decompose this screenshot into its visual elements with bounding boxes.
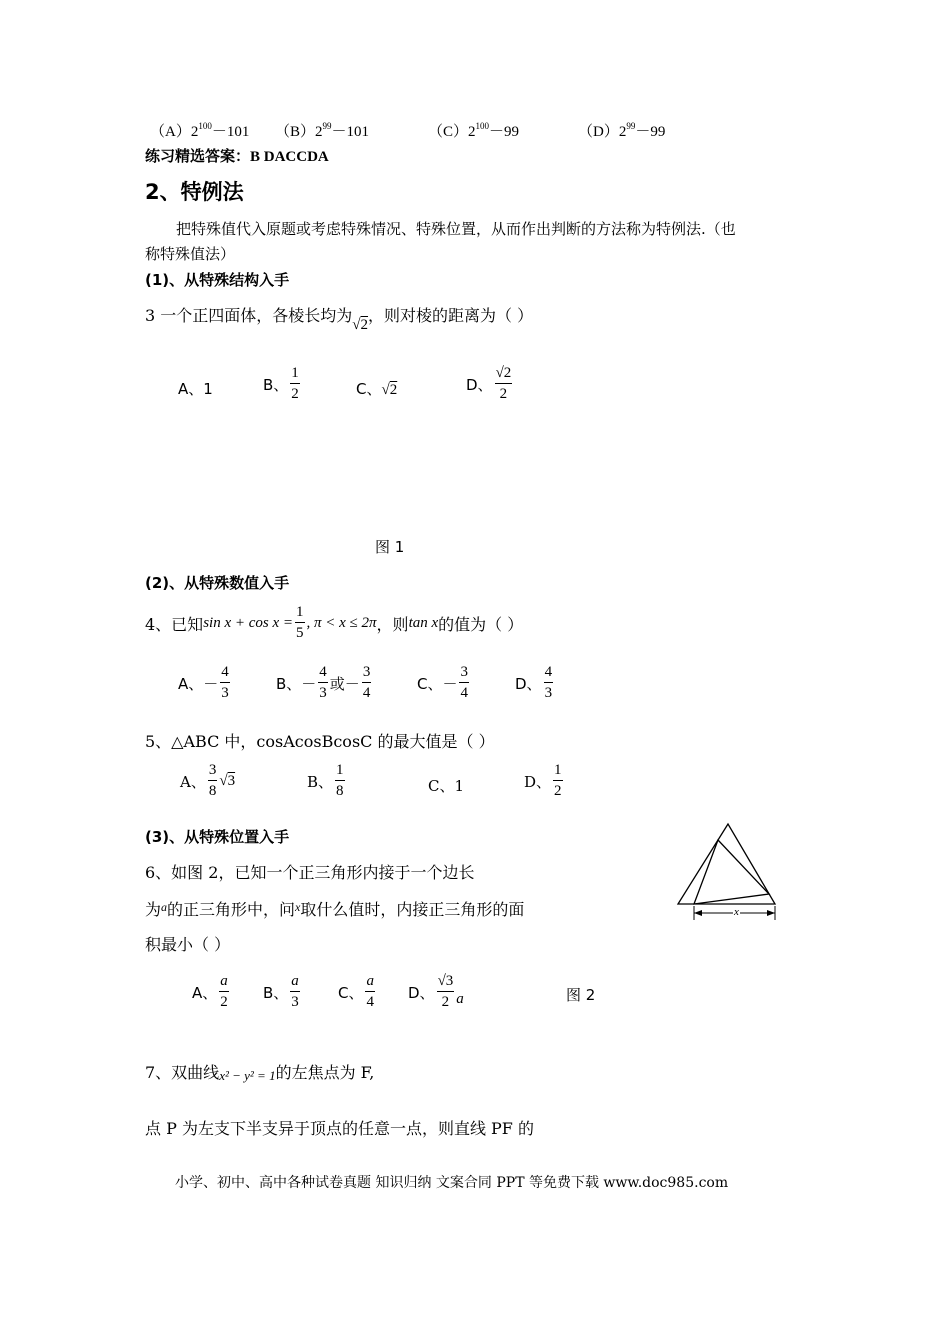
- q4-tan: tan x: [408, 614, 439, 631]
- q7-line2: 点 P 为左支下半支异于顶点的任意一点，则直线 PF 的: [145, 1119, 534, 1138]
- q4-option-d: D、 $\frac{4}{3}$: [515, 664, 553, 701]
- answer-label: 练习精选答案：: [145, 147, 251, 165]
- q5-stem: 5、△ABC 中，cosAcosBcosC 的最大值是（ ）: [145, 732, 495, 751]
- fig2-caption: 图 2: [566, 986, 596, 1004]
- q3-option-d-fraction: $\frac{√2}{2}$: [495, 365, 512, 402]
- q5-option-a: A、 $\frac{3}{8}$ √3: [180, 762, 236, 799]
- q3-option-b-fraction: $\frac{1}{2}$: [291, 365, 299, 402]
- figure-2-triangles: [670, 818, 782, 924]
- q6-line1: 6、如图 2，已知一个正三角形内接于一个边长: [145, 863, 475, 882]
- q4-option-a: A、－ $\frac{4}{3}$: [178, 664, 229, 701]
- q7-line1: 7、双曲线 x² − y² = 1 的左焦点为 F,: [145, 1062, 375, 1083]
- subheading-3: (3)、从特殊位置入手: [145, 828, 290, 846]
- q2-options: [150, 120, 249, 141]
- q4-formula-right: , π < x ≤ 2π: [306, 614, 377, 631]
- answer-value: B DACCDA: [250, 149, 329, 165]
- figure-2-label-x: x: [734, 906, 739, 918]
- q4-option-c: C、－ $\frac{3}{4}$: [417, 664, 468, 701]
- q3-stem: 3 一个正四面体，各棱长均为√2，则对棱的距离为（ ）: [145, 306, 534, 333]
- section-title: 2、特例法: [145, 180, 244, 204]
- answer-line: [145, 145, 329, 166]
- page-footer: 小学、初中、高中各种试卷真题 知识归纳 文案合同 PPT 等免费下载 www.doc985.com: [175, 1175, 729, 1191]
- q6-line3: 积最小（ ）: [145, 935, 231, 954]
- q2-option-c: $(C)2^{100}-99$: [428, 121, 520, 140]
- q6-option-c: C、 $\frac{a}{4}$: [338, 973, 374, 1010]
- q6-option-a: A、 $\frac{a}{2}$: [192, 973, 228, 1010]
- q3-option-b: B、 $\frac{1}{2}$: [263, 365, 299, 402]
- q6-option-b: B、 $\frac{a}{3}$: [263, 973, 299, 1010]
- q3-option-d: D、 $\frac{√2}{2}$: [466, 365, 512, 402]
- q4-formula-left: sin x + cos x =: [203, 614, 293, 631]
- q4-stem: 4、已知 sin x + cos x = $\frac{1}{5}$ , π < x ≤ 2π ，则 tan x 的值为（ ）: [145, 604, 524, 641]
- q6-line2: 为$^a$的正三角形中，问$^x$取什么值时，内接正三角形的面: [145, 900, 525, 919]
- q3-option-c: C、√2: [356, 380, 398, 398]
- subheading-1: (1)、从特殊结构入手: [145, 271, 290, 289]
- q4-formula-fraction: $\frac{1}{5}$: [296, 604, 304, 641]
- subheading-2: (2)、从特殊数值入手: [145, 574, 290, 592]
- q6-option-d: D、 $\frac{√3}{2}$ a: [408, 973, 464, 1010]
- q2-option-d: $(D)2^{99}-99$: [578, 121, 666, 140]
- q2-option-a: $(A)2^{100}-101$: [150, 121, 250, 140]
- q4-option-b: B、－ $\frac{4}{3}$ 或－ $\frac{3}{4}$: [276, 664, 371, 701]
- q7-formula: x² − y² = 1: [219, 1068, 276, 1083]
- q5-option-d: D、 $\frac{1}{2}$: [524, 762, 562, 799]
- intro-line2: 称特殊值法）: [145, 245, 236, 263]
- q2-option-b: $(B)2^{99}-101$: [275, 121, 370, 140]
- intro-line1: 把特殊值代入原题或考虑特殊情况、特殊位置，从而作出判断的方法称为特例法.（也: [176, 220, 736, 238]
- q5-option-b: B、 $\frac{1}{8}$: [307, 762, 344, 799]
- fig1-caption: 图 1: [375, 538, 405, 556]
- q3-option-a: A、1: [178, 380, 213, 398]
- q5-option-c: C、1: [428, 777, 465, 795]
